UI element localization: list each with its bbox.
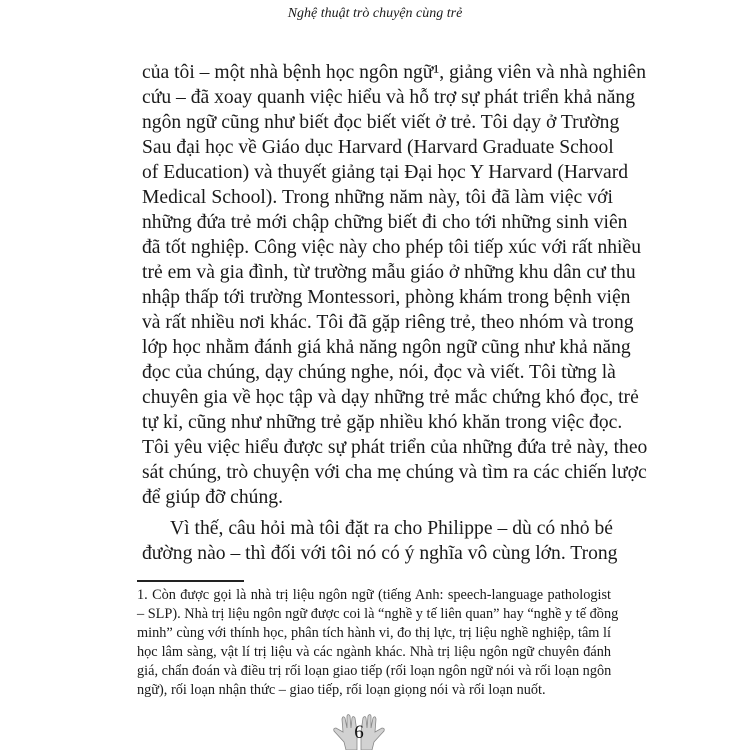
- footnote-line: minh” cùng với thính học, phân tích hành vi, đo thị lực, trị liệu nghề nghiệp, tâm lí: [137, 625, 611, 641]
- text-line: những đứa trẻ mới chập chững biết đi cho tới những sinh viên: [142, 212, 628, 233]
- text-line: Tôi yêu việc hiểu được sự phát triển của những đứa trẻ này, theo: [142, 437, 648, 458]
- text-line: cứu – đã xoay quanh việc hiểu và hỗ trợ sự phát triển khả năng: [142, 87, 636, 108]
- text-line: Medical School). Trong những năm này, tôi đã làm việc với: [142, 187, 613, 208]
- text-line: ngôn ngữ cũng như biết đọc biết viết ở trẻ. Tôi dạy ở Trường: [142, 112, 620, 133]
- page-number-badge: [326, 712, 392, 750]
- text-line: đường nào – thì đối với tôi nó có ý nghĩa vô cùng lớn. Trong: [142, 543, 618, 564]
- text-line: sát chúng, trò chuyện với cha mẹ chúng và tìm ra các chiến lược: [142, 462, 647, 483]
- text-line: chuyên gia về học tập và dạy những trẻ mắc chứng khó đọc, trẻ: [142, 387, 639, 408]
- text-line: và rất nhiều nơi khác. Tôi đã gặp riêng trẻ, theo nhóm và trong: [142, 312, 634, 333]
- text-line: Sau đại học về Giáo dục Harvard (Harvard Graduate School: [142, 137, 614, 158]
- text-line: Vì thế, câu hỏi mà tôi đặt ra cho Philippe – dù có nhỏ bé: [170, 518, 613, 539]
- text-line: để giúp đỡ chúng.: [142, 487, 283, 508]
- footnote-line: 1. Còn được gọi là nhà trị liệu ngôn ngữ (tiếng Anh: speech-language pathologist: [137, 587, 611, 603]
- footnote-line: học lâm sàng, vật lí trị liệu và các ngành khác. Nhà trị liệu ngôn ngữ chuyên đánh: [137, 644, 611, 660]
- text-line: nhập thấp tới trường Montessori, phòng khám trong bệnh viện: [142, 287, 631, 308]
- running-header: Nghệ thuật trò chuyện cùng trẻ: [287, 6, 463, 21]
- page-number: 6: [354, 722, 364, 743]
- footnote-line: ngữ), rối loạn nhận thức – giao tiếp, rối loạn giọng nói và rối loạn nuốt.: [137, 682, 546, 698]
- footnote: [137, 586, 619, 700]
- text-line: tự kỉ, cũng như những trẻ gặp nhiều khó khăn trong việc đọc.: [142, 412, 623, 433]
- text-line: of Education) và thuyết giảng tại Đại học Y Harvard (Harvard: [142, 162, 629, 183]
- text-line: trẻ em và gia đình, từ trường mẫu giáo ở những khu dân cư thu: [142, 262, 636, 283]
- text-line: lớp học nhằm đánh giá khả năng ngôn ngữ cũng như khả năng: [142, 337, 631, 358]
- footnote-line: – SLP). Nhà trị liệu ngôn ngữ được coi là “nghề y tế liên quan” hay “nghề y tế đồng: [137, 606, 619, 622]
- text-line: đọc của chúng, dạy chúng nghe, nói, đọc và viết. Tôi từng là: [142, 362, 616, 383]
- text-line: đã tốt nghiệp. Công việc này cho phép tôi tiếp xúc với rất nhiều: [142, 237, 641, 258]
- footnote-line: giá, chẩn đoán và điều trị rối loạn giao tiếp (rối loạn ngôn ngữ nói và rối loạn ngôn: [137, 663, 612, 679]
- footnote-divider: [137, 580, 244, 582]
- text-line: của tôi – một nhà bệnh học ngôn ngữ¹, giảng viên và nhà nghiên: [142, 62, 647, 83]
- body-text: [142, 60, 648, 566]
